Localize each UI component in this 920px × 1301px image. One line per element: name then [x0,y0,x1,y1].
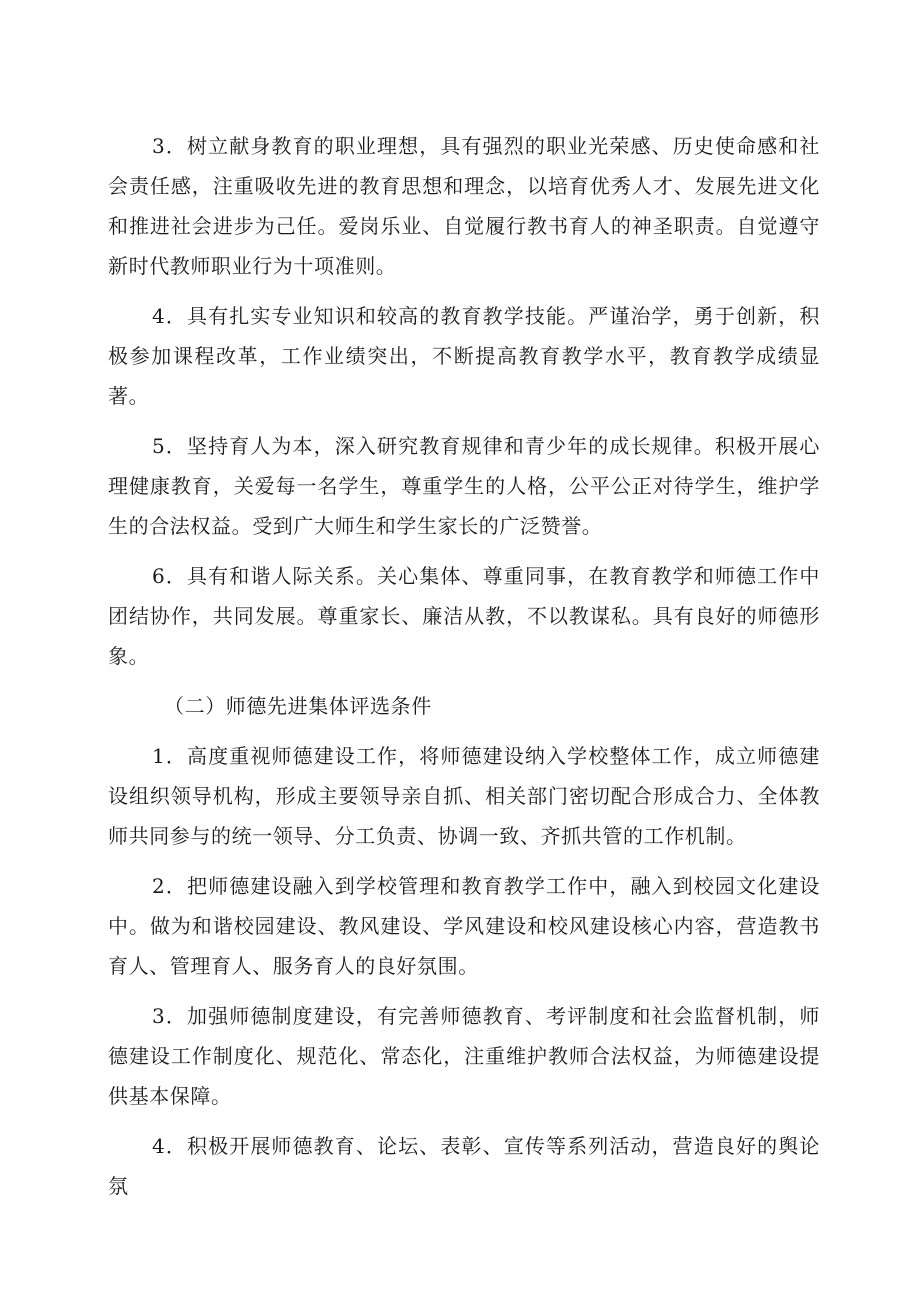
paragraph-item-3: 3．树立献身教育的职业理想，具有强烈的职业光荣感、历史使命感和社会责任感，注重吸收先进的教育思想和理念，以培育优秀人才、发展先进文化和推进社会进步为己任。爱岗乐业、自觉履行教书育人的神圣职责。自觉遵守新时代教师职业行为十项准则。 [108,134,820,278]
section-heading: （二）师德先进集体评选条件 [164,694,432,718]
collective-item-3: 3．加强师德制度建设，有完善师德教育、考评制度和社会监督机制，师德建设工作制度化、规范化、常态化，注重维护教师合法权益，为师德建设提供基本保障。 [108,1004,820,1108]
paragraph-item-5: 5．坚持育人为本，深入研究教育规律和青少年的成长规律。积极开展心理健康教育，关爱每一名学生，尊重学生的人格，公平公正对待学生，维护学生的合法权益。受到广大师生和学生家长的广泛赞誉。 [108,434,820,538]
collective-item-2: 2．把师德建设融入到学校管理和教育教学工作中，融入到校园文化建设中。做为和谐校园建设、教风建设、学风建设和校风建设核心内容，营造教书育人、管理育人、服务育人的良好氛围。 [108,874,820,978]
document-page [108,126,820,1206]
collective-item-1: 1．高度重视师德建设工作，将师德建设纳入学校整体工作，成立师德建设组织领导机构，形成主要领导亲自抓、相关部门密切配合形成合力、全体教师共同参与的统一领导、分工负责、协调一致、齐抓共管的工作机制。 [108,744,820,848]
collective-item-4: 4．积极开展师德教育、论坛、表彰、宣传等系列活动，营造良好的舆论氛 [108,1134,820,1198]
paragraph-item-4: 4．具有扎实专业知识和较高的教育教学技能。严谨治学，勇于创新，积极参加课程改革，工作业绩突出，不断提高教育教学水平，教育教学成绩显著。 [108,304,820,408]
paragraph-item-6: 6．具有和谐人际关系。关心集体、尊重同事，在教育教学和师德工作中团结协作，共同发展。尊重家长、廉洁从教，不以教谋私。具有良好的师德形象。 [108,564,820,668]
